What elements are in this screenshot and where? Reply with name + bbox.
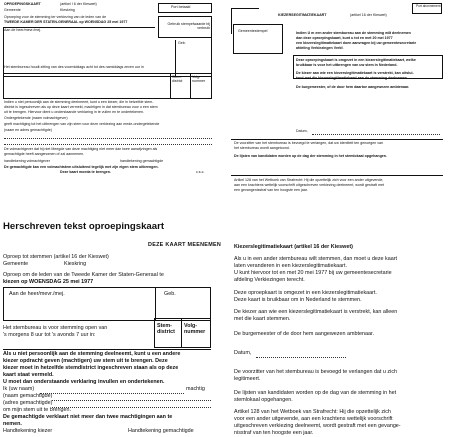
- bl-body-4: U moet dan onderstaande verklaring invullen en ondertekenen.: [3, 379, 165, 385]
- tr-para3-1: tend met die kiezerslegitimatiekaart aan de stemming deelnemen.: [296, 76, 408, 80]
- tr-para4: De burgemeester, of de door hem daartoe aangewezen ambtenaar.: [296, 85, 410, 89]
- bl-meenemen: DEZE KAART MEENEMEN: [148, 242, 222, 248]
- tr-para2-1: bruikbaar is voor het uitbrengen van uw stem in Nederland.: [296, 63, 398, 67]
- tr-datum: Datum,: [296, 129, 308, 133]
- bl-intro-1: kiezen op WOENSDAG 25 mei 1977: [3, 279, 94, 285]
- tl-title: OPROEPINGSKAART: [4, 2, 41, 6]
- br-para5-0: De voorzitter van het stembureau is bevoegd te verlangen dat u zich: [234, 369, 398, 375]
- bl-gemeente: Gemeente: [3, 261, 29, 267]
- tr-para6: De lijsten van kandidaten worden op de dag der stemming in het stemlokaal opgehangen.: [234, 154, 387, 158]
- tr-para1-3: afdeling Verkiezingen Verkf.: [296, 46, 344, 50]
- tl-gemeente-label: Gemeente: [4, 8, 21, 12]
- tr-title: KIEZERSEGITIMATIEKAART: [278, 13, 327, 17]
- br-para1-3: afdeling Verkiezingen terecht.: [234, 277, 305, 283]
- br-para6-0: De lijsten van kandidaten worden op de dag van de stemming in het: [234, 390, 397, 396]
- tl-title-sub: (artikel I 6 der Kieswet): [60, 2, 97, 6]
- br-para7-1: voor een ander uitgevende, aan een krachtens wettelijk voorschrift: [234, 416, 393, 422]
- bl-geb-label: Geb.: [164, 291, 176, 297]
- br-para1-0: Als u in een ander stembureau wilt stemmen, dan moet u deze kaart: [234, 256, 398, 262]
- tl-csc: c.s.c.: [196, 170, 205, 174]
- tr-para7-1: aan een krachtens wettelijk voorschrift uitgeschreven verkiezing deelneemt, wordt gestraft met: [234, 183, 385, 187]
- bl-aan-label: Aan de heer/mevr./mej.: [9, 291, 65, 297]
- bl-stemdistrict: Stem- district: [157, 323, 175, 336]
- tl-intro2: TWEEDE KAMER DER STATEN-GENERAAL op WOENSDAG 25 mei 1977: [4, 20, 128, 24]
- bl-hand-gemachtigde: Handtekening gemachtigde: [128, 428, 194, 434]
- tr-para2-0: Deze oproepingskaart is omgezet in een kiezerslegitimatiekaart, welke: [296, 58, 416, 62]
- tl-intro1: Oproeping voor de stemming ter verkiezing van de leden van de: [4, 15, 107, 19]
- tl-body-4: geeft machtiging tot het uitbrengen van zijn stem voor deze verkiezing aan mede-ondergetekende: [4, 122, 160, 126]
- bl-foot1: De gemachtigde verklaart niet meer dan twee machtigingen aan te: [3, 414, 173, 420]
- tr-title-sub: (artikel 16 der Kieswet): [350, 13, 387, 17]
- tl-body-0: Indien u niet persoonlijk aan de stemming deelneemt, kunt u een kiezer, die in hetzelfde stem-: [4, 100, 154, 104]
- br-para2-0: Deze oproepkaart is omgezet in een kiezerslegitimatiekaart.: [234, 290, 377, 296]
- tr-gemeentestempel: Gemeentestempel: [238, 29, 268, 33]
- bl-ik: Ik (uw naam): [3, 386, 35, 392]
- br-para7-0: Artikel 128 van het Wetboek van Strafrecht: Hij die opzettelijk zich: [234, 409, 391, 415]
- br-para4: De burgemeester of de door hem aangewezen ambtenaar.: [234, 331, 374, 337]
- tl-body-2: uit te brengen. Hiervoor dient u onderstaande verklaring in te vullen en te ondertekenen.: [4, 110, 145, 114]
- br-para2-1: Deze kaart is bruikbaar om in Nederland te stemmen.: [234, 297, 362, 303]
- tl-port-box: [158, 3, 212, 13]
- bl-hours-0: Het stembureau is voor stemming open van: [3, 325, 108, 331]
- br-para6-1: stemlokaal opgehangen.: [234, 397, 293, 403]
- bl-body-2: kiezer moet in hetzelfde stemdistrict ingeschreven staan als op deze: [3, 365, 179, 371]
- tl-volgnummer: Volg-nummer: [192, 75, 206, 83]
- tr-port-label: Port abonnement: [416, 4, 441, 8]
- bl-title: Oproep tot stemmen (artikel 16 der Kieswet): [3, 254, 109, 260]
- tr-stempel-box: [233, 24, 283, 54]
- tr-port-box: [412, 3, 442, 14]
- tr-para5-1: het stembureau wordt aangetoond.: [234, 146, 290, 150]
- br-para5-1: legitimeert.: [234, 376, 261, 382]
- section-title: Herschreven tekst oproepingskaart: [3, 221, 165, 232]
- tl-foot4: Deze kaart moeda te brengen.: [60, 170, 111, 174]
- bl-naam-gemachtigde: (naam gemachtigde): [3, 393, 53, 399]
- bl-volgnummer: Volg- nummer: [184, 323, 206, 336]
- tr-para3-0: De kiezer aan wie een kiezerslegitimatiekaart is verstrekt, kan uitslui-: [296, 71, 414, 75]
- tl-aan-label: Aan de heer/mevr./mej.: [4, 28, 42, 32]
- tr-para1-2: een kiezerslegitimatiekaart doen aanvragen bij uw gemeentesecretarie: [296, 41, 417, 45]
- bl-foot2: nemen.: [3, 421, 22, 427]
- bl-hand-kiezer: Handtekening kiezer: [3, 428, 53, 434]
- bl-adres-gemachtigde: (adres gemachtigde): [3, 400, 53, 406]
- tl-foot3: De gemachtigde kan een volmachtstem uitsluitend tegelijk met zijn eigen stem uitbrengen.: [4, 165, 159, 169]
- bl-kieskring: Kieskring: [64, 261, 87, 267]
- tl-foot2: gemachtigde heeft aangenomen of zal aannemen.: [4, 152, 85, 156]
- tl-stamp-text: Gebruik stempelwaarde bij verbruik: [167, 22, 210, 30]
- bl-body-0: Als u niet persoonlijk aan de stemming deelneemt, kunt u een andere: [3, 351, 181, 357]
- bl-machtig: machtig: [186, 386, 205, 392]
- tl-gemeente-value: Kieskring: [60, 8, 75, 12]
- br-para7-2: uitgeschreven verkiezing deelneemt, wordt gestraft met een gevange-: [234, 423, 401, 429]
- bl-intro-0: Oproep om de leden van de Tweede Kamer der Staten-Generaal te: [3, 272, 164, 278]
- br-para7-3: nisstraf van ten hoogste een jaar.: [234, 430, 314, 436]
- tr-para7-2: een gevangenisstraf van ten hoogste een jaar.: [234, 188, 308, 192]
- tl-hand-gemachtigde: handtekening gemachtigde: [120, 159, 164, 163]
- tl-body-3: Ondergetekende (naam volmachtgever): [4, 116, 68, 120]
- bl-om-mijn: om mijn stem uit te brengen.: [3, 407, 72, 413]
- tl-body-5: (naam en adres gemachtigde): [4, 128, 52, 132]
- tl-port-betaald: Port betaald: [171, 5, 191, 9]
- tl-foot1: De volmachtgever dat hij niet Meegde van deze machtiging niet meer dan twee aanwijzingen als: [4, 147, 158, 151]
- br-para3-1: met die kaart stemmen.: [234, 316, 291, 322]
- bl-body-1: kiezer opdracht geven (machtigen) uw stem uit te brengen. Deze: [3, 358, 168, 364]
- tl-hand-volmachtgever: handtekening volmachtgever: [4, 159, 50, 163]
- br-para1-1: laten veranderen in een kiezerslegitimatiekaart.: [234, 263, 347, 269]
- br-para3-0: De kiezer aan wie een kiezerslegitimatiekaart is verstrekt, kan alleen: [234, 309, 398, 315]
- tl-hours: Het stembureau houdt zitting van des voormiddags acht tot des namiddags zeven uur in: [4, 65, 144, 69]
- tl-body-1: district is ingeschreven als op deze kaart vermeld, machtigen in dat stembureau voor u een stem: [4, 105, 158, 109]
- bl-address-box: [3, 287, 211, 321]
- tr-para1-1: dan deze oproepingskaart, kunt u tot en met 20 mei 1977: [296, 36, 393, 40]
- tl-stemdistrict: Stem-district: [172, 75, 183, 83]
- br-para1-2: U kunt hiervoor tot en met 20 mei 1977 bij uw gemeentesecretarie: [234, 270, 392, 276]
- bl-hours-1: 's morgens 8 uur tot 's avonds 7 uur in:: [3, 332, 96, 338]
- br-datum: Datum,: [234, 350, 252, 356]
- bl-body-3: kaart staat vermeld.: [3, 372, 54, 378]
- tl-geb-label: Geb.: [178, 41, 186, 45]
- tr-para5-0: De voorzitter van het stembureau is bevoegd te verlangen, dat uw identiteit ten genoegen van: [234, 141, 384, 145]
- tr-para7-0: Artikel 128 van het Wetboek van Strafrecht: Hij die opzettelijk zich voor een ander uitgevende,: [234, 178, 384, 182]
- tr-para1-0: Indien U m een ander stembureau aan de stemming wilt deelnemen: [296, 31, 411, 35]
- br-title: Kiezerslegitimatiekaart (artikel 16 der Kieswet): [234, 244, 353, 250]
